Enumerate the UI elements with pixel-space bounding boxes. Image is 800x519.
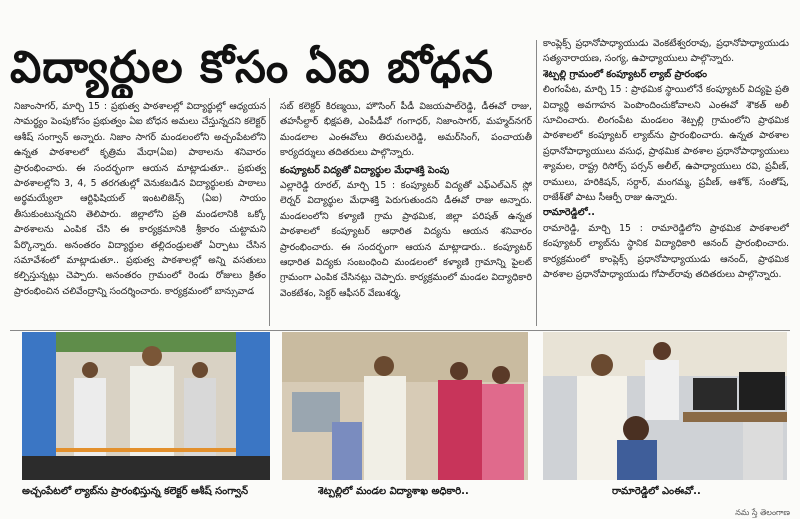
section-divider [10,330,790,331]
article-text: రామారెడ్డి, మార్చి 15 : రామారెడ్డిలోని ప్రాథమిక పాఠశాలలో కంప్యూటర్ ల్యాబ్‌ను స్థానిక విద్యాధికారి ఆనంద్ ప్రారంభించారు. కార్యక్రమంలో కాంప్లెక్స్ ప్రధానోపాధ్యాయుడు ఆనంద్, ప్రాథమిక పాఠశాల ప్రధానోపాధ్యాయుడు గోపాల్‌రావు తదితరులు పాల్గొన్నారు. [543,222,789,281]
article-column-3 [543,36,789,324]
footer-fragment: నమ స్తే తెలంగాణ [735,508,790,517]
photo-caption: అచ్చంపేటలో ల్యాబ్‌ను ప్రారంభిస్తున్న కలెక్టర్ ఆశీష్ సంగ్వాన్ [22,486,249,497]
section-subhead: కంప్యూటర్ విద్యతో విద్యార్థుల మేధాశక్తి పెంపు [280,164,450,176]
photo-computer-lab [543,332,787,480]
photo-ribbon-cutting [22,332,270,480]
article-text: నిజాంసాగర్, మార్చి 15 : ప్రభుత్వ పాఠశాలల్లో విద్యార్థుల్లో ఆధ్యయన సామర్థ్యం పెంపుకోసం ప్రభుత్వం ఏఐ బోధన అమలు చేస్తున్నదని కలెక్టర్ ఆశీష్ సంగ్వాన్ అన్నారు. నిజాం సాగర్ మండలంలోని అచ్చంపేటలోని ఉన్నత పాఠశాలలో కృత్రిమ మేధా(ఏఐ) పాఠాలను శనివారం ప్రారంభించారు. ఈ సందర్భంగా ఆయన మాట్లాడుతూ.. ప్రభుత్వ పాఠశాలల్లోని 3, 4, 5 తరగతుల్లో వెనుకబడిన విద్యార్థులకు పాఠాలు అర్థమయ్యేలా ఆర్టిఫిషియల్ ఇంటలిజెన్స్ (ఏఐ) సాయం తీసుకుంటున్నదని తెలిపారు. జిల్లాలోని ప్రతి మండలానికి ఒక్కో పాఠశాలను ఎంపిక చేసి ఈ కార్యక్రమానికి శ్రీకారం చుట్టామని పేర్కొన్నారు. అనంతరం విద్యార్థుల తల్లిదండ్రులతో ఏర్పాటు చేసిన సమావేశంలో మాట్లాడుతూ.. ప్రభుత్వ పాఠశాలల్లో అన్ని వసతులు కల్పిస్తున్నట్లు చెప్పారు. అనంతరం గ్రామంలో రెండు రోజులు క్రితం ప్రారంభించిన చలివేంద్రాన్ని సందర్శించారు. కార్యక్రమంలో బాన్సువాడ [14,101,266,297]
section-subhead: రామారెడ్డిలో.. [543,207,595,219]
article-text: కాంప్లెక్స్ ప్రధానోపాధ్యాయుడు వెంకటేశ్వరరావు, ప్రధానోపాధ్యాయుడు సత్యనారాయణ, సంగ్య, ఉపాధ్యాయులు పాల్గొన్నారు. [543,38,789,65]
article-column-2 [280,99,532,324]
section-subhead: శెట్పల్లి గ్రామంలో కంప్యూటర్ ల్యాబ్ ప్రారంభం [543,68,708,80]
article-column-1 [14,99,266,324]
photo-classroom [282,332,528,480]
column-divider [269,98,270,326]
column-divider [536,40,537,326]
article-text: సబ్ కలెక్టర్ కిరణ్మయి, హౌసింగ్ పీడీ విజయపాల్‌రెడ్డి, డీఈవో రాజు, తహసీల్దార్ భిక్షపతి, ఎంపీడీవో గంగాధర్, నిజాంసాగర్, మహ్మద్‌నగర్ మండలాల ఎంఈవోలు తిరుమలరెడ్డి, అమర్‌సింగ్, పంచాయతీ కార్యదర్శులు తదితరులు పాల్గొన్నారు. [280,101,532,159]
article-text: ఎల్లారెడ్డి రూరల్, మార్చి 15 : కంప్యూటర్ విద్యతో ఎఫ్‌ఎల్‌ఎన్ స్లో లెర్నర్ విద్యార్థుల మేధాశక్తి పెరుగుతుందని డీఈవో రాజు అన్నారు. మండలంలోని కళ్యాణి గ్రామ ప్రాథమిక, జిల్లా పరిషత్ ఉన్నత పాఠశాలలో కంప్యూటర్ ఆధారిత విద్యను ఆయన శనివారం ప్రారంభించారు. ఈ సందర్భంగా ఆయన మాట్లాడారు.. కంప్యూటర్ ఆధారిత విద్యకు సంబంధించి మండలంలో కళ్యాణి గ్రామాన్ని పైలట్ గ్రామంగా ఎంపిక చేసినట్లు చెప్పారు. కార్యక్రమంలో మండల విద్యాధికారి వెంకటేశం, సెక్టర్ ఆఫీసర్ వేణుశర్మ, [280,180,532,299]
article-text: లింగంపేట, మార్చి 15 : ప్రాథమిక స్థాయిలోనే కంప్యూటర్ విద్యపై ప్రతి విద్యార్థి అవగాహన పెంపొందించుకోవాలని ఎంఈవో శౌకత్ అలీ సూచించారు. లింగంపేట మండలం శెట్పల్లి గ్రామంలోని ప్రాథమిక పాఠశాలలో కంప్యూటర్ ల్యాబ్‌ను ప్రారంభించారు. ఉన్నత పాఠశాల ప్రధానోపాధ్యాయులు వసుధ, ప్రాథమిక పాఠశాల ప్రధానోపాధ్యాయులు శ్యామల, రాష్ట్ర రిసోర్స్ పర్సన్ అలీల్, ఉపాధ్యాయులు రవి, ప్రవీణ్, రాములు, హరికిషన్, సర్దార్, మంగమ్మ, ప్రవీణ్, ఆశోక్, సంతోష్, రాజేశ్‌తో పాటు సీఆర్పీ రాజు ఉన్నారు. [543,84,789,204]
headline: విద్యార్థుల కోసం ఏఐ బోధన [10,42,494,93]
photo-caption: రామారెడ్డిలో ఎంఈవో.. [612,486,701,497]
photo-caption: శెట్పల్లిలో మండల విద్యాశాఖ అధికారి.. [318,486,469,497]
